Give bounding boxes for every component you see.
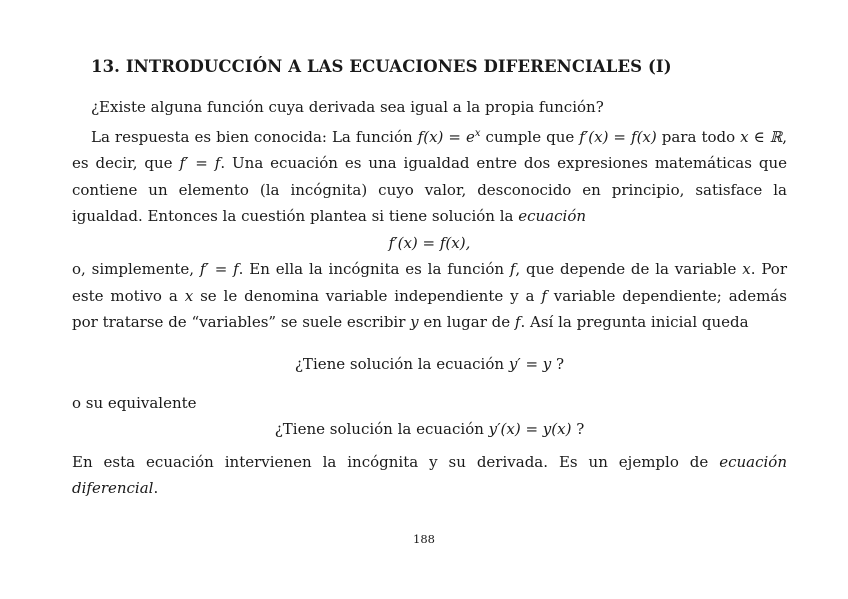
paragraph-question: ¿Existe alguna función cuya derivada sea igual a la propia función? [91, 98, 604, 116]
math-fx: $f(x) = e^x$ [417, 127, 481, 146]
page-number: 188 [413, 532, 435, 546]
paragraph-answer: La respuesta es bien conocida: La función $f(x) = e^x$ cumple que f′(x) = f(x) para todo x ∈ ℝ, es decir, que f′ = f. Una ecuación es una igualdad entre dos expresiones matemáticas que contiene un elemento (la incógnita) cuyo valor, desconocido en principio, satisface la igualdad. Entonces la cuestión plantea si tiene solución la ecuación [72, 127, 788, 225]
section-heading: 13. INTRODUCCIÓN A LAS ECUACIONES DIFERENCIALES (I) [91, 57, 672, 76]
paragraph-variables: o, simplemente, f′ = f. En ella la incógnita es la función f, que depende de la variable x. Por este motivo a x se le denomina variable independiente y a f variable dependiente; además por tratarse de “variables” se suele escribir y en lugar de f. Así la pregunta inicial queda [72, 260, 788, 331]
display-equation-2: ¿Tiene solución la ecuación y′ = y ? [294, 355, 565, 373]
display-equation-3: ¿Tiene solución la ecuación y′(x) = y(x) ? [274, 420, 585, 438]
body-text-lower [72, 351, 787, 502]
math-x-in-r: x ∈ ℝ [740, 127, 783, 146]
math-fpf: f′ = f [179, 154, 221, 172]
emphasis-ecuacion-diferencial: ecuación diferencial [72, 452, 787, 497]
paragraph-equivalent: o su equivalente [72, 393, 197, 412]
body-text-upper [72, 94, 787, 336]
math-fpx: f′(x) = f(x) [579, 127, 657, 146]
display-equation-1: f′(x) = f(x), [388, 233, 471, 252]
emphasis-ecuacion: ecuación [518, 207, 587, 225]
paragraph-conclusion: En esta ecuación intervienen la incógnita y su derivada. Es un ejemplo de ecuación diferencial. [72, 452, 787, 497]
